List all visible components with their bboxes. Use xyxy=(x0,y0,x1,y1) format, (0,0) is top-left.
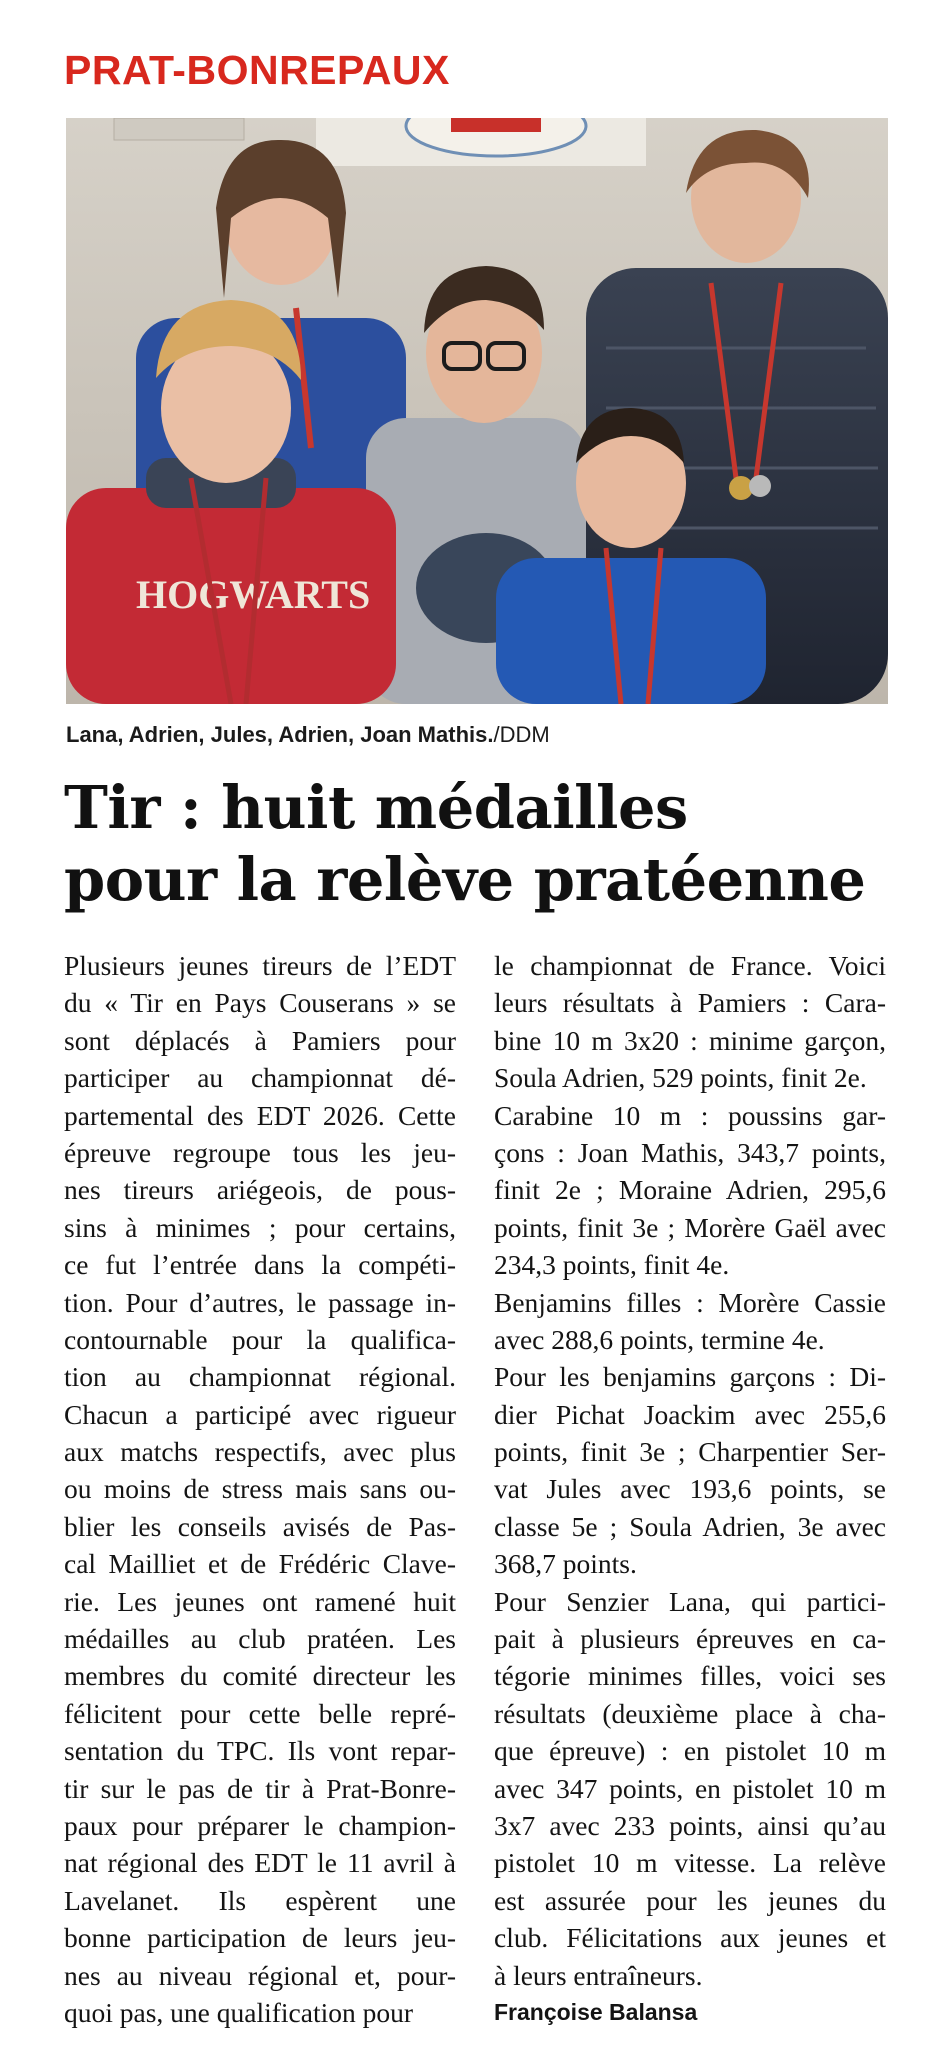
body-line: Pour les benjamins garçons : Di- xyxy=(494,1361,886,1393)
caption-names: Lana, Adrien, Jules, Adrien, Joan Mathis. xyxy=(66,722,494,747)
body-line: du « Tir en Pays Couserans » se xyxy=(64,987,456,1019)
body-line: nes au niveau régional et, pour- xyxy=(64,1959,456,1991)
body-line: tir sur le pas de tir à Prat-Bonre- xyxy=(64,1772,456,1804)
section-kicker: PRAT-BONREPAUX xyxy=(64,47,450,93)
body-line: que épreuve) : en pistolet 10 m xyxy=(494,1735,886,1767)
body-line: tégorie minimes filles, voici ses xyxy=(494,1660,886,1692)
body-line: Benjamins filles : Morère Cassie xyxy=(494,1286,886,1318)
body-line: tion au championnat régional. xyxy=(64,1361,456,1393)
body-line: quoi pas, une qualification pour xyxy=(64,1996,414,2028)
body-line: vat Jules avec 193,6 points, se xyxy=(494,1473,886,1505)
body-line: partemental des EDT 2026. Cette xyxy=(64,1099,456,1131)
body-line: Pour Senzier Lana, qui partici- xyxy=(494,1585,886,1617)
body-line: çons : Joan Mathis, 343,7 points, xyxy=(494,1136,886,1168)
body-line: tion. Pour d’autres, le passage in- xyxy=(64,1286,456,1318)
body-line: Plusieurs jeunes tireurs de l’EDT xyxy=(64,950,456,981)
body-line: bonne participation de leurs jeu- xyxy=(64,1922,456,1954)
sweatshirt-text: HOGWARTS xyxy=(136,572,371,617)
body-line: à leurs entraîneurs. xyxy=(494,1959,703,1991)
body-line: médailles au club pratéen. Les xyxy=(64,1623,456,1655)
body-line: sentation du TPC. Ils vont repar- xyxy=(64,1735,456,1767)
author-signature: Françoise Balansa xyxy=(494,1998,698,2025)
body-line: rie. Les jeunes ont ramené huit xyxy=(64,1585,456,1617)
body-line: avec 288,6 points, termine 4e. xyxy=(494,1323,825,1355)
body-line: est assurée pour les jeunes du xyxy=(494,1884,886,1916)
body-line: nat régional des EDT le 11 avril à xyxy=(64,1847,456,1879)
body-line: contournable pour la qualifica- xyxy=(64,1323,456,1355)
body-line: résultats (deuxième place à cha- xyxy=(494,1697,886,1729)
body-line: club. Félicitations aux jeunes et xyxy=(494,1922,886,1954)
body-line: finit 2e ; Moraine Adrien, 295,6 xyxy=(494,1174,886,1206)
body-line: pistolet 10 m vitesse. La relève xyxy=(494,1847,886,1879)
body-line: classe 5e ; Soula Adrien, 3e avec xyxy=(494,1510,886,1542)
body-line: paux pour préparer le champion- xyxy=(64,1809,456,1841)
body-line: leurs résultats à Pamiers : Cara- xyxy=(494,987,886,1019)
body-line: nes tireurs ariégeois, de pous- xyxy=(64,1174,456,1206)
headline-line-2: pour la relève pratéenne xyxy=(64,845,866,914)
body-line: points, finit 3e ; Charpentier Ser- xyxy=(494,1436,886,1468)
body-line: 3x7 avec 233 points, ainsi qu’au xyxy=(494,1809,886,1841)
body-line: avec 347 points, en pistolet 10 m xyxy=(494,1772,886,1804)
body-line: ou moins de stress mais sans ou- xyxy=(64,1473,456,1505)
body-line: le championnat de France. Voici xyxy=(494,950,886,981)
body-line: Lavelanet. Ils espèrent une xyxy=(64,1884,456,1916)
body-line: pait à plusieurs épreuves en ca- xyxy=(494,1623,886,1655)
body-line: 234,3 points, finit 4e. xyxy=(494,1249,730,1281)
body-column-right xyxy=(494,947,886,2031)
body-line: blier les conseils avisés de Pas- xyxy=(64,1510,456,1542)
body-line: ce fut l’entrée dans la compéti- xyxy=(64,1249,456,1281)
group-photo-icon xyxy=(66,118,888,704)
body-line: Chacun a participé avec rigueur xyxy=(64,1398,456,1430)
body-line: épreuve regroupe tous les jeu- xyxy=(64,1136,456,1168)
body-line: participer au championnat dé- xyxy=(64,1062,456,1094)
article-photo xyxy=(66,118,888,704)
body-line: sins à minimes ; pour certains, xyxy=(64,1211,456,1243)
article-headline xyxy=(64,772,884,916)
body-line: Soula Adrien, 529 points, finit 2e. xyxy=(494,1062,867,1094)
body-line: félicitent pour cette belle repré- xyxy=(64,1697,456,1729)
body-line: 368,7 points. xyxy=(494,1548,637,1580)
photo-credit: /DDM xyxy=(493,722,550,747)
body-line: aux matchs respectifs, avec plus xyxy=(64,1436,456,1468)
photo-caption xyxy=(66,724,550,746)
body-line: dier Pichat Joackim avec 255,6 xyxy=(494,1398,886,1430)
body-line: Carabine 10 m : poussins gar- xyxy=(494,1099,886,1131)
body-line: points, finit 3e ; Morère Gaël avec xyxy=(494,1211,886,1243)
body-line: cal Mailliet et de Frédéric Clave- xyxy=(64,1548,456,1580)
body-column-left xyxy=(64,947,456,2031)
body-line: sont déplacés à Pamiers pour xyxy=(64,1024,456,1056)
headline-line-1: Tir : huit médailles xyxy=(64,773,688,842)
body-line: membres du comité directeur les xyxy=(64,1660,456,1692)
body-line: bine 10 m 3x20 : minime garçon, xyxy=(494,1024,886,1056)
